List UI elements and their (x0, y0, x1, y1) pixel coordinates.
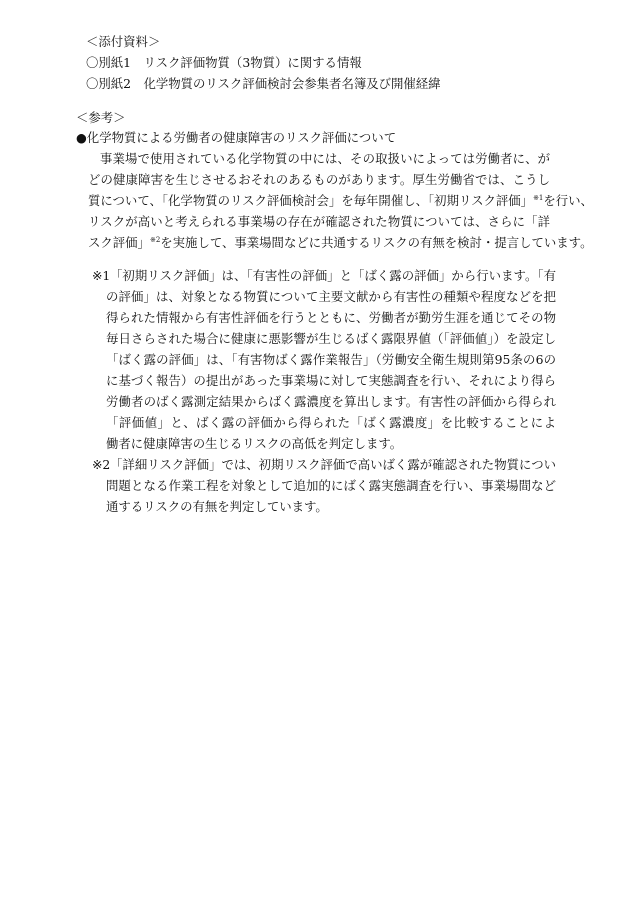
reference-body-line-4: リスクが高いと考えられる事業場の存在が確認された物質については、さらに「詳 (88, 214, 550, 229)
note-1-line-9: 働者に健康障害の生じるリスクの高低を判定します。 (106, 436, 403, 451)
note-1-mark: ※1 (92, 268, 111, 283)
reference-body-line-5b: を実施して、事業場間などに共通するリスクの有無を検討・提言しています。 (160, 235, 593, 250)
reference-body-line-5 (88, 235, 593, 251)
note-1-line-5: 「ばく露の評価」は、「有害物ばく露作業報告」（労働安全衛生規則第95条の6の (106, 352, 556, 367)
footnote-ref-1: ※1 (533, 194, 544, 202)
footnote-ref-2: ※2 (149, 236, 161, 244)
reference-body-line-3b: を行い、 (543, 193, 593, 208)
attachment-item-1: 〇別紙1 リスク評価物質（3物質）に関する情報 (86, 55, 362, 70)
note-1-line-7: 労働者のばく露測定結果からばく露濃度を算出します。有害性の評価から得られ (106, 394, 556, 409)
reference-body-line-1: 事業場で使用されている化学物質の中には、その取扱いによっては労働者に、が (100, 151, 550, 166)
note-2-line-1: 「詳細リスク評価」では、初期リスク評価で高いばく露が確認された物質につい (110, 457, 556, 472)
reference-body-line-3 (88, 193, 593, 209)
note-2-line-2: 問題となる作業工程を対象として追加的にばく露実態調査を行い、事業場間など (106, 478, 556, 493)
note-1-line-6: に基づく報告）の提出があった事業場に対して実態調査を行い、それにより得ら (106, 373, 556, 388)
note-1-line-4: 毎日さらされた場合に健康に悪影響が生じるばく露限界値（「評価値」）を設定し (106, 331, 556, 346)
note-2-line-3: 通するリスクの有無を判定しています。 (106, 499, 328, 514)
reference-body-line-5a: スク評価」 (88, 235, 150, 250)
note-2-mark: ※2 (92, 457, 111, 472)
note-1-line-2: の評価」は、対象となる物質について主要文献から有害性の種類や程度などを把 (106, 289, 556, 304)
attachment-item-2: 〇別紙2 化学物質のリスク評価検討会参集者名簿及び開催経緯 (86, 76, 441, 91)
reference-body-line-3a: 質について、「化学物質のリスク評価検討会」を毎年開催し、「初期リスク評価」 (88, 193, 534, 208)
note-1-line-3: 得られた情報から有害性評価を行うとともに、労働者が勤労生涯を通じてその物 (106, 310, 556, 325)
note-1-line-1: 「初期リスク評価」は、「有害性の評価」と「ばく露の評価」から行います。「有 (110, 268, 556, 283)
reference-heading: ＜参考＞ (76, 110, 126, 125)
reference-bullet-title: ●化学物質による労働者の健康障害のリスク評価について (76, 130, 397, 145)
note-1-line-8: 「評価値」と、ばく露の評価から得られた「ばく露濃度」を比較することによ (106, 415, 556, 430)
attachments-heading: ＜添付資料＞ (86, 34, 161, 49)
reference-body-line-2: どの健康障害を生じさせるおそれのあるものがあります。厚生労働省では、こうし (88, 172, 550, 187)
